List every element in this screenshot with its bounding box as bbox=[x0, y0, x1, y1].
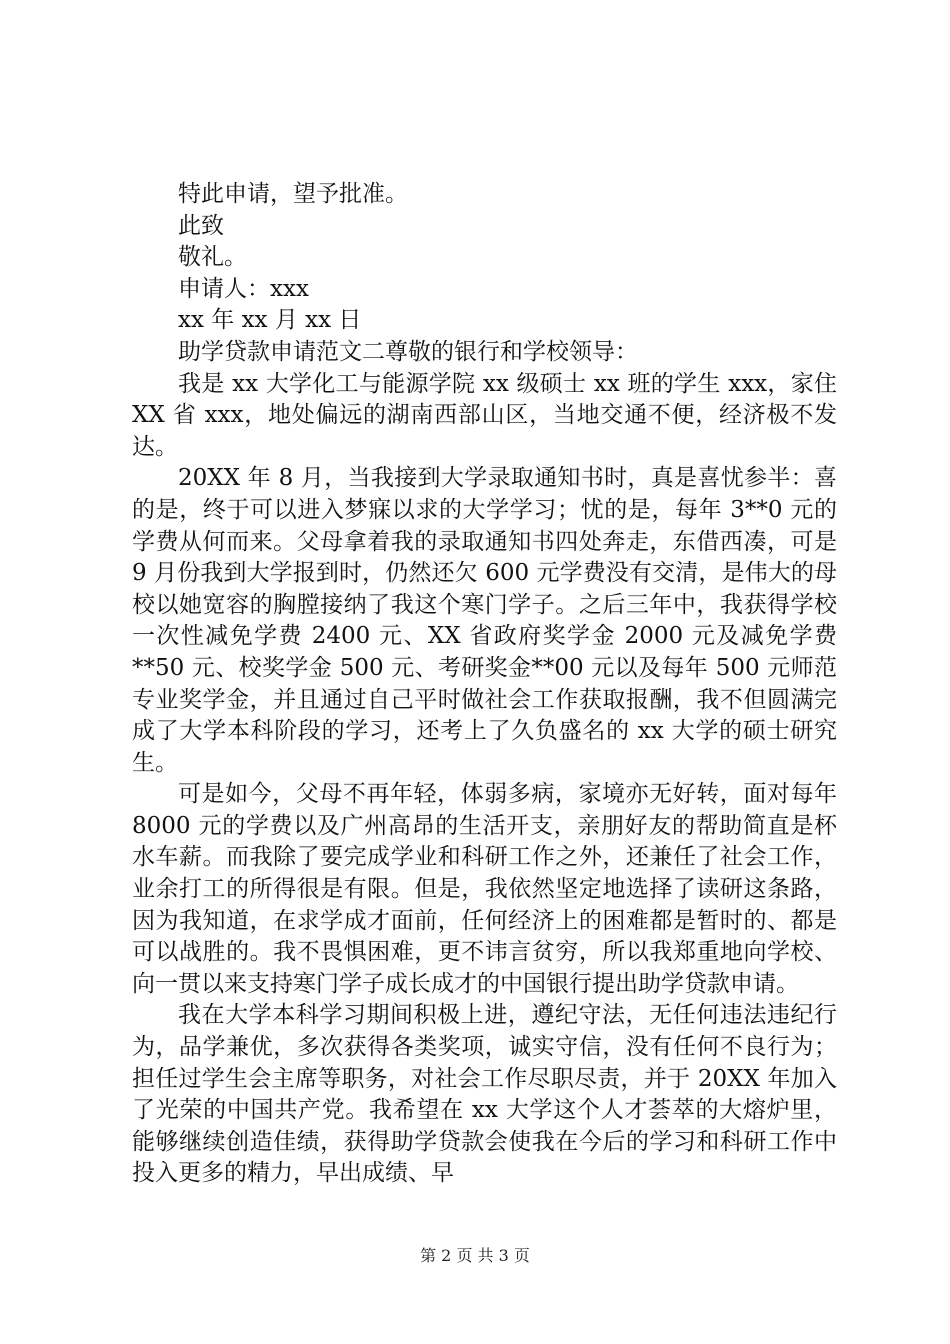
date-line: xx 年 xx 月 xx 日 bbox=[178, 307, 362, 334]
paragraph-admission: 20XX 年 8 月，当我接到大学录取通知书时，真是喜忧参半：喜的是，终于可以进入梦寐以求的大学学习；忧的是，每年 3**0 元的学费从何而来。父母拿着我的录取通知书四处奔走，东借西凑，可是 9 月份我到大学报到时，仍然还欠 600 元学费没有交清，是伟大的母校以她宽容的胸膛接纳了我这个寒门学子。之后三年中，我获得学校一次性减免学费 2400 元、XX 省政府奖学金 2000 元及减免学费**50 元、校奖学金 500 元、考研奖金**00 元以及每年 500 元师范专业奖学金，并且通过自己平时做社会工作获取报酬，我不但圆满完成了大学本科阶段的学习，还考上了久负盛名的 xx 大学的硕士研究生。 bbox=[132, 465, 837, 776]
paragraph-hardship: 可是如今，父母不再年轻，体弱多病，家境亦无好转，面对每年 8000 元的学费以及广州高昂的生活开支，亲朋好友的帮助简直是杯水车薪。而我除了要完成学业和科研工作之外，还兼任了社会工作，业余打工的所得很是有限。但是，我依然坚定地选择了读研这条路，因为我知道，在求学成才面前，任何经济上的困难都是暂时的、都是可以战胜的。我不畏惧困难，更不讳言贫穷，所以我郑重地向学校、向一贯以来支持寒门学子成长成才的中国银行提出助学贷款申请。 bbox=[132, 781, 837, 997]
paragraph-intro: 我是 xx 大学化工与能源学院 xx 级硕士 xx 班的学生 xxx，家住 XX 省 xxx，地处偏远的湖南西部山区，当地交通不便，经济极不发达。 bbox=[132, 370, 837, 460]
salutation-line: 此致 bbox=[178, 212, 224, 239]
closing-request-line: 特此申请，望予批准。 bbox=[178, 181, 408, 207]
paragraph-record: 我在大学本科学习期间积极上进，遵纪守法，无任何违法违纪行为，品学兼优，多次获得各类奖项，诚实守信，没有任何不良行为；担任过学生会主席等职务，对社会工作尽职尽责，并于 20XX 年加入了光荣的中国共产党。我希望在 xx 大学这个人才荟萃的大熔炉里，能够继续创造佳绩，获得助学贷款会使我在今后的学习和科研工作中投入更多的精力，早出成绩、早 bbox=[132, 1002, 837, 1187]
document-body bbox=[132, 179, 837, 1190]
second-sample-heading: 助学贷款申请范文二尊敬的银行和学校领导： bbox=[178, 338, 638, 365]
page-number-footer: 第 2 页 共 3 页 bbox=[420, 1246, 530, 1265]
applicant-line: 申请人：xxx bbox=[178, 275, 309, 302]
regards-line: 敬礼。 bbox=[178, 244, 247, 271]
